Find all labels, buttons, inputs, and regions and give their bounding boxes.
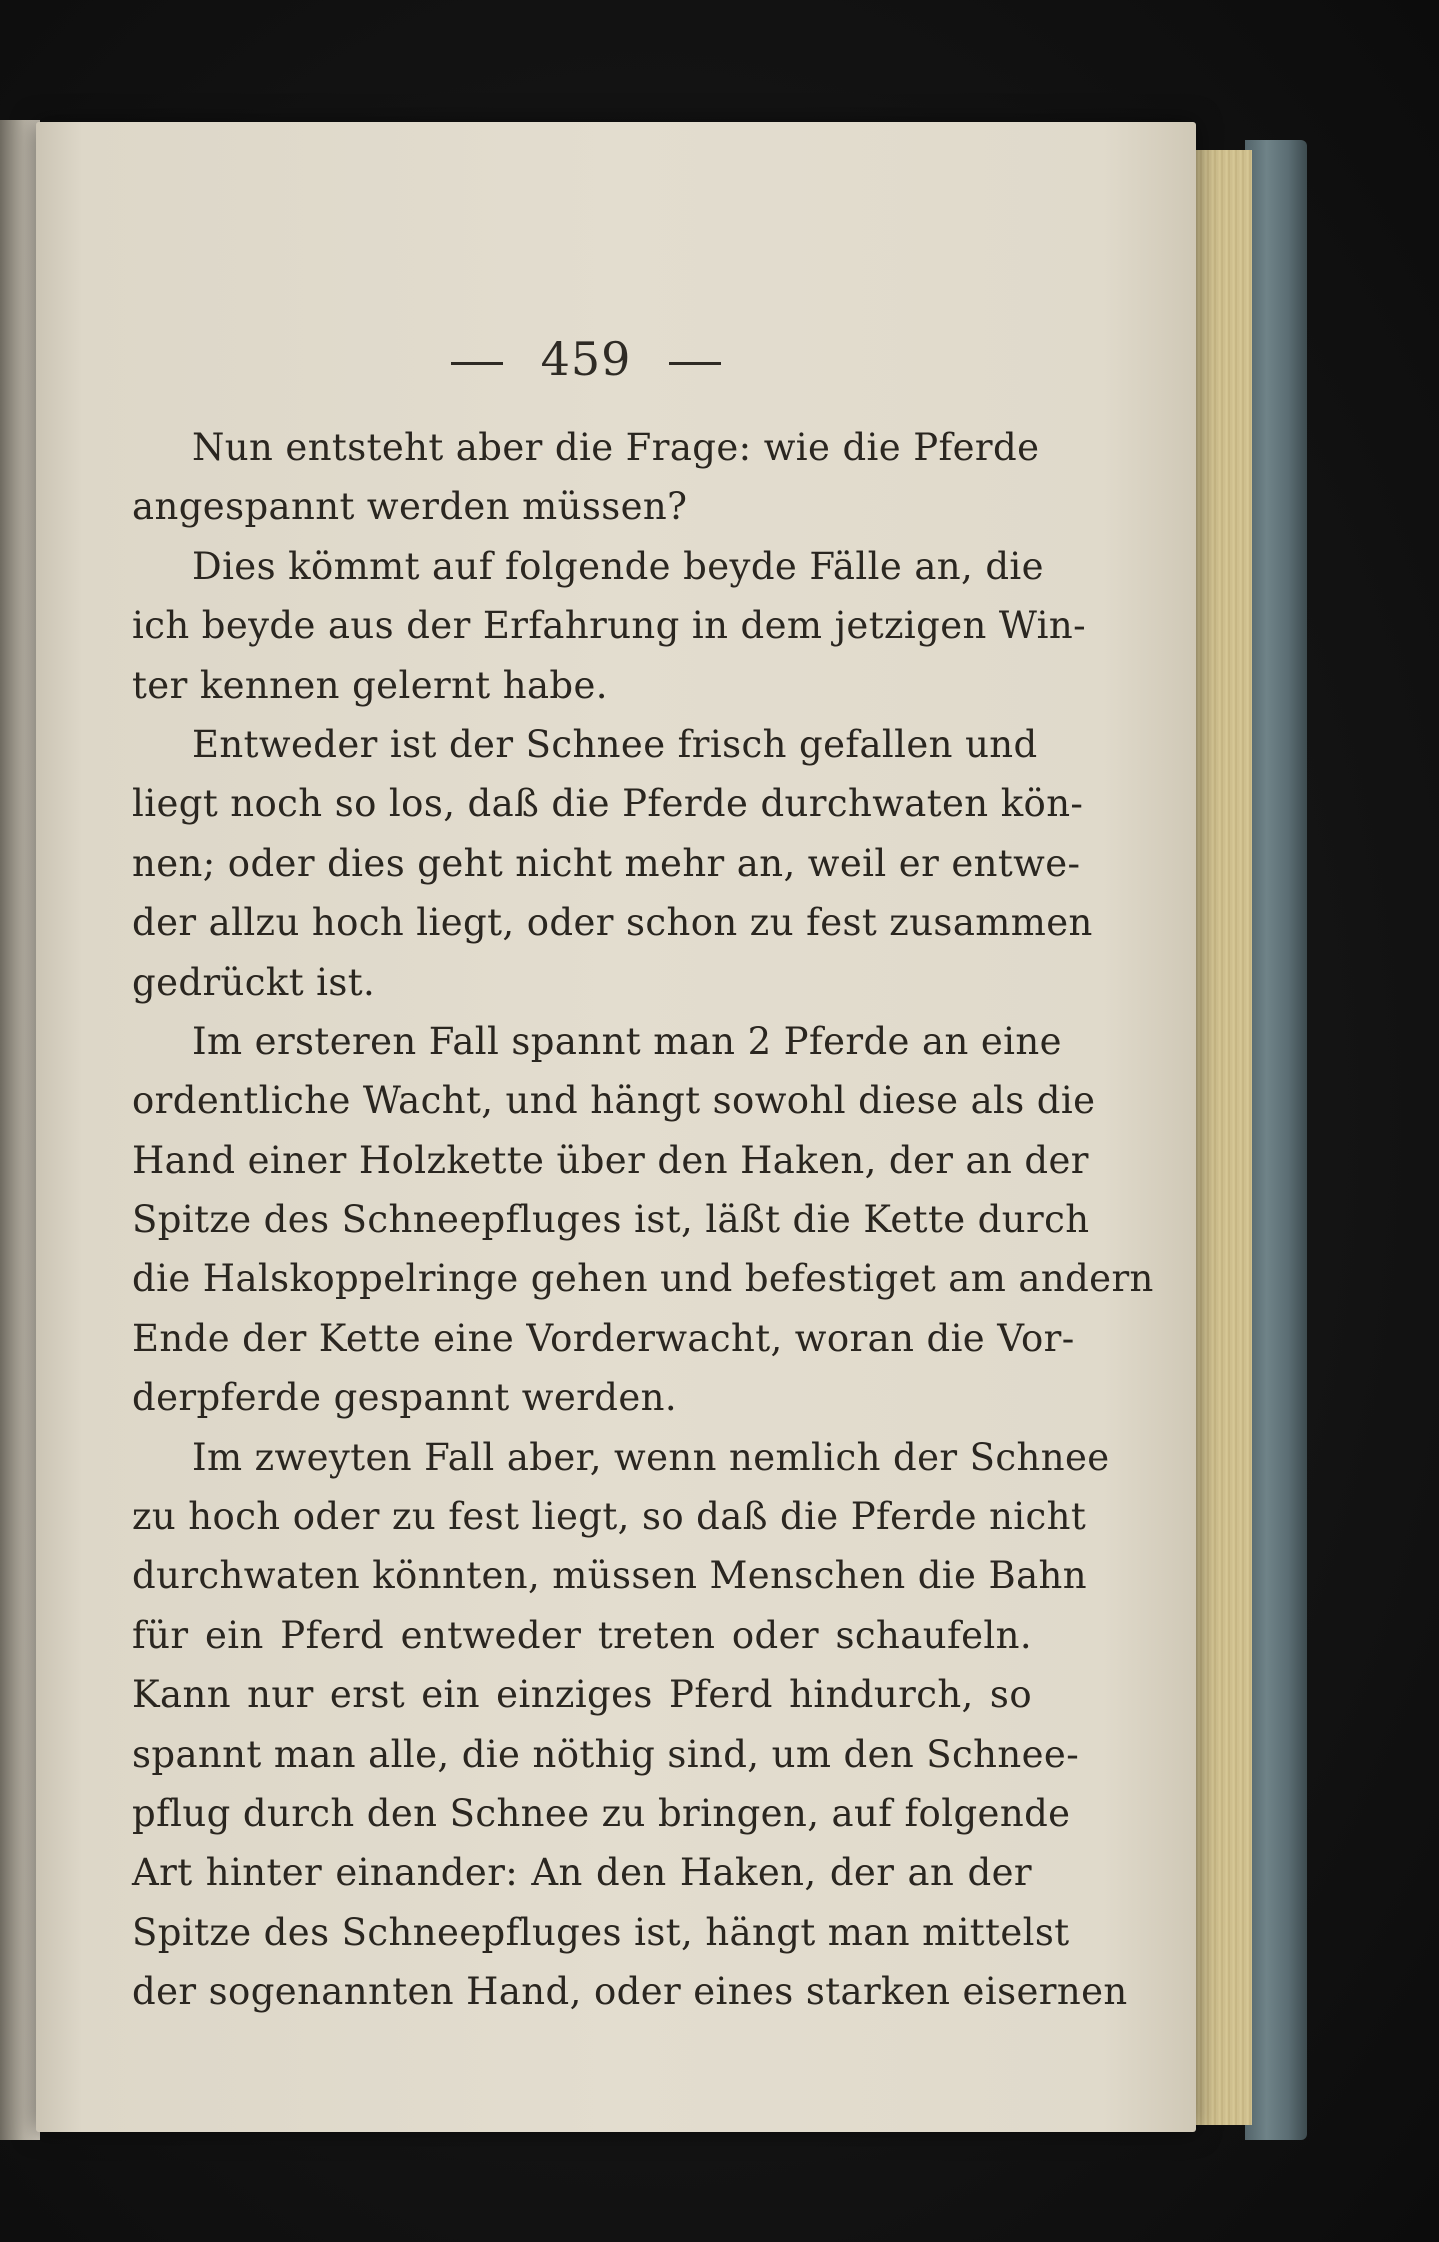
text-line: Art hinter einander: An den Haken, der an der: [132, 1851, 1032, 1895]
page-header: [36, 332, 1136, 386]
text-line: ter kennen gelernt habe.: [132, 663, 608, 707]
text-line: Hand einer Holzkette über den Haken, der an der: [132, 1138, 1089, 1182]
text-line: zu hoch oder zu fest liegt, so daß die Pferde nicht: [132, 1495, 1087, 1539]
text-line: ordentliche Wacht, und hängt sowohl diese als die: [132, 1079, 1096, 1123]
facing-page-edge: [0, 120, 40, 2140]
book-cover-board: [1245, 140, 1307, 2140]
text-line: Spitze des Schneepfluges ist, hängt man mittelst: [132, 1910, 1070, 1954]
text-line: die Halskoppelringe gehen und befestiget am andern: [132, 1257, 1154, 1301]
text-line: ich beyde aus der Erfahrung in dem jetzigen Win-: [132, 604, 1087, 648]
book-page: [36, 122, 1196, 2132]
text-line: Ende der Kette eine Vorderwacht, woran die Vor-: [132, 1316, 1075, 1360]
text-line: Nun entsteht aber die Frage: wie die Pferde: [192, 426, 1040, 469]
text-line: Kann nur erst ein einziges Pferd hindurch, so: [132, 1673, 1032, 1717]
page-number: 459: [540, 332, 632, 386]
text-line: nen; oder dies geht nicht mehr an, weil er entwe-: [132, 841, 1081, 885]
text-line: Dies kömmt auf folgende beyde Fälle an, die: [192, 544, 1044, 588]
text-line: Im ersteren Fall spannt man 2 Pferde an eine: [192, 1019, 1062, 1063]
text-line: derpferde gespannt werden.: [132, 1376, 678, 1420]
text-line: für ein Pferd entweder treten oder schaufeln.: [132, 1613, 1032, 1657]
text-line: gedrückt ist.: [132, 960, 376, 1004]
text-line: Im zweyten Fall aber, wenn nemlich der Schnee: [192, 1435, 1110, 1479]
text-line: angespannt werden müssen?: [132, 485, 688, 529]
text-line: Spitze des Schneepfluges ist, läßt die Kette durch: [132, 1198, 1090, 1242]
body-text: [132, 418, 1154, 2022]
header-dash-right: [669, 362, 721, 365]
text-line: spannt man alle, die nöthig sind, um den Schnee-: [132, 1732, 1080, 1776]
text-line: Entweder ist der Schnee frisch gefallen und: [192, 722, 1038, 766]
text-line: der allzu hoch liegt, oder schon zu fest zusammen: [132, 901, 1093, 945]
text-line: liegt noch so los, daß die Pferde durchwaten kön-: [132, 782, 1084, 826]
text-line: pflug durch den Schnee zu bringen, auf folgende: [132, 1791, 1071, 1835]
header-dash-left: [451, 362, 503, 365]
text-line: durchwaten könnten, müssen Menschen die Bahn: [132, 1554, 1088, 1598]
text-line: der sogenannten Hand, oder eines starken eisernen: [132, 1970, 1128, 2014]
